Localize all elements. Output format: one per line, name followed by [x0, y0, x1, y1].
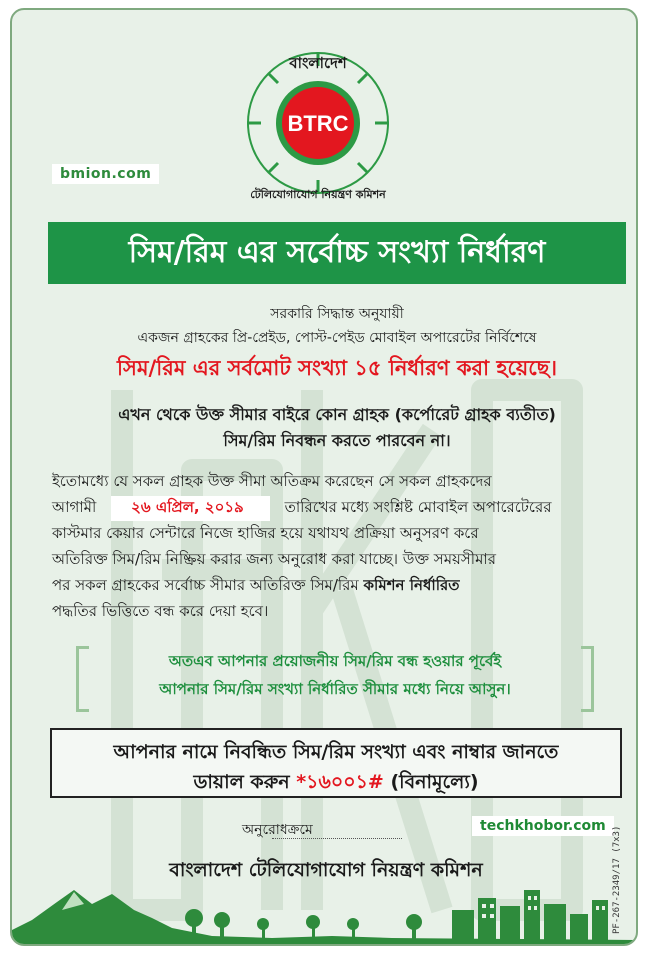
watermark-site-left: bmion.com: [52, 164, 159, 184]
dial-info-line-1: আপনার নামে নিবন্ধিত সিম/রিম সংখ্যা এবং নাম্বার জানতে: [113, 741, 559, 763]
dial-info-line-2: [52, 768, 620, 800]
advice-line-1: অতএব আপনার প্রয়োজনীয় সিম/রিম বন্ধ হওয়ার পূর্বেই: [168, 652, 502, 670]
watermark-site-right: techkhobor.com: [472, 816, 614, 836]
advice-block: [76, 644, 594, 710]
intro-line-5: সিম/রিম নিবন্ধন করতে পারবেন না।: [223, 431, 451, 450]
body-line-5: [52, 574, 628, 599]
dial-prefix: ডায়াল করুন: [193, 771, 290, 793]
body-line-2: [52, 496, 628, 521]
logo-ring-text: টেলিযোগাযোগ নিয়ন্ত্রণ কমিশন: [250, 188, 386, 201]
banner-title: সিম/রিম এর সর্বোচ্চ সংখ্যা নির্ধারণ: [48, 222, 626, 284]
landscape-illustration: [12, 880, 638, 946]
body-line-2-end: তারিখের মধ্যে সংশ্লিষ্ট মোবাইল অপারেটেরের: [284, 498, 552, 516]
btrc-logo: [238, 38, 398, 208]
intro-line-2: একজন গ্রাহকের প্রি-প্রেইড, পোস্ট-পেইড মোবাইল অপারেটের নির্বিশেষে: [137, 330, 537, 346]
body-line-5-start: পর সকল গ্রাহকের সর্বোচ্চ সীমার অতিরিক্ত সিম/রিম: [52, 576, 359, 594]
signature-request: অনুরোধক্রমে: [242, 822, 313, 838]
sim-limit-highlight: সিম/রিম এর সর্বমোট সংখ্যা ১৫ নির্ধারণ করা হয়েছে।: [117, 356, 557, 380]
free-label: (বিনামূল্যে): [390, 771, 479, 793]
body-line-1: ইতোমধ্যে যে সকল গ্রাহক উক্ত সীমা অতিক্রম করেছেন সে সকল গ্রাহকদের: [52, 472, 492, 490]
deadline-date: ২৬ এপ্রিল, ২০১৯: [111, 496, 270, 521]
body-line-6: পদ্ধতির ভিত্তিতে বন্ধ করে দেয়া হবে।: [52, 602, 269, 620]
body-line-3: কাস্টমার কেয়ার সেন্টারে নিজে হাজির হয়ে যথাযথ প্রক্রিয়া অনুসরণ করে: [52, 524, 479, 542]
commission-name: বাংলাদেশ টেলিযোগাযোগ নিয়ন্ত্রণ কমিশন: [169, 859, 483, 881]
dial-info-box: [50, 728, 622, 798]
body-line-2-start: আগামী: [52, 498, 97, 516]
ussd-code: *১৬০০১#: [296, 771, 384, 793]
logo-top-text: বাংলাদেশ: [289, 54, 347, 72]
notice-card: [10, 8, 638, 946]
intro-line-4: এখন থেকে উক্ত সীমার বাইরে কোন গ্রাহক (কর্পোরেট গ্রাহক ব্যতীত): [118, 405, 556, 424]
advice-line-2: আপনার সিম/রিম সংখ্যা নির্ধারিত সীমার মধ্যে নিয়ে আসুন।: [159, 680, 511, 698]
logo-acronym: BTRC: [287, 111, 349, 136]
print-reference-code: PF-267-2349/17 (7x3): [612, 825, 622, 934]
signature-dotted-line: [272, 838, 402, 839]
intro-line-1: সরকারি সিদ্ধান্ত অনুযায়ী: [270, 306, 404, 322]
body-line-4: অতিরিক্ত সিম/রিম নিষ্ক্রিয় করার জন্য অনুরোধ করা যাচ্ছে। উক্ত সময়সীমার: [52, 550, 497, 568]
body-line-5-bold: কমিশন নির্ধারিত: [363, 576, 460, 594]
